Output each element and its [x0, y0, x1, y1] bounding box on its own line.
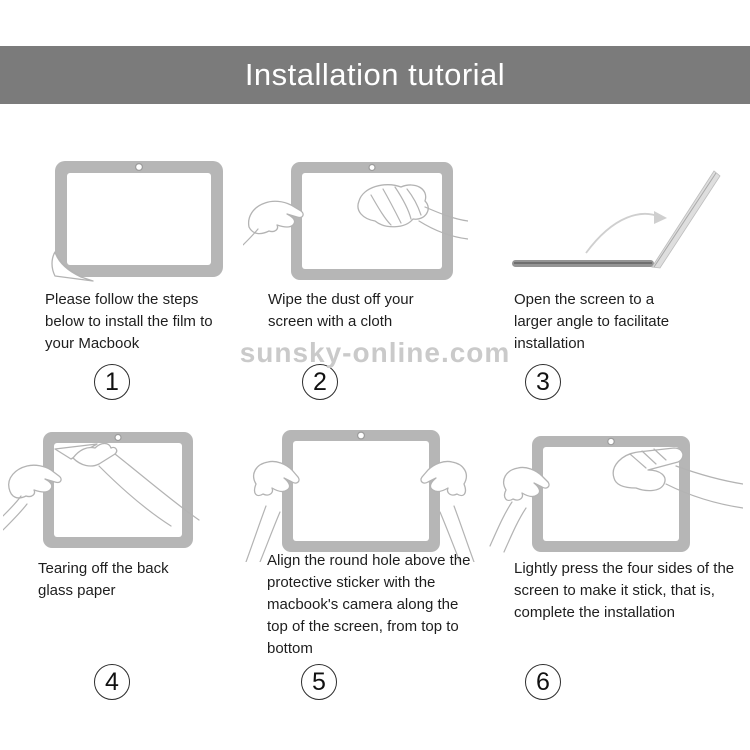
step-number: 4 [105, 667, 119, 696]
camera-icon [136, 164, 143, 171]
step-1-description: Please follow the steps below to install the film to your Macbook [45, 291, 213, 352]
page-title: Installation tutorial [244, 57, 506, 92]
laptop-lid-line [654, 173, 716, 267]
step-6-illustration [488, 426, 743, 561]
left-wrist-line [3, 504, 27, 530]
step-1-illustration [35, 155, 235, 285]
step-3-illustration [498, 157, 733, 287]
open-arrow-head [654, 211, 667, 224]
step-2-number-badge [302, 364, 338, 400]
step-number: 2 [313, 367, 327, 396]
tablet-screen [293, 441, 429, 541]
step-5-illustration [240, 422, 480, 562]
step-2-illustration [243, 157, 468, 287]
camera-icon [115, 435, 121, 441]
open-arrow-icon [586, 214, 660, 253]
camera-icon [358, 432, 365, 439]
step-4-illustration [3, 424, 238, 559]
step-number: 3 [536, 367, 550, 396]
step-4-number-badge [94, 664, 130, 700]
left-wrist-line [504, 508, 526, 552]
step-3-number-badge [525, 364, 561, 400]
header-bar [0, 46, 750, 104]
camera-icon [608, 438, 614, 444]
step-6-description: Lightly press the four sides of the screen to make it stick, that is, complete the installation [514, 560, 735, 621]
step-number: 6 [536, 667, 550, 696]
step-3-description: Open the screen to a larger angle to facilitate installation [514, 291, 670, 352]
step-2-description: Wipe the dust off your screen with a cloth [268, 291, 414, 330]
tablet-screen [67, 173, 211, 265]
step-6-number-badge [525, 664, 561, 700]
watermark: sunsky-online.com [239, 337, 511, 368]
left-wrist-line [490, 502, 512, 546]
left-wrist-line [243, 229, 258, 245]
laptop-base-edge [514, 262, 652, 264]
step-number: 5 [312, 667, 326, 696]
left-wrist-line [3, 496, 21, 516]
step-5-description: Align the round hole above the protective sticker with the macbook's camera along the top of the screen, from top to bottom [267, 552, 471, 657]
camera-icon [369, 165, 375, 171]
step-1-number-badge [94, 364, 130, 400]
step-4-description: Tearing off the back glass paper [38, 560, 169, 599]
step-number: 1 [105, 367, 119, 396]
step-5-number-badge [301, 664, 337, 700]
